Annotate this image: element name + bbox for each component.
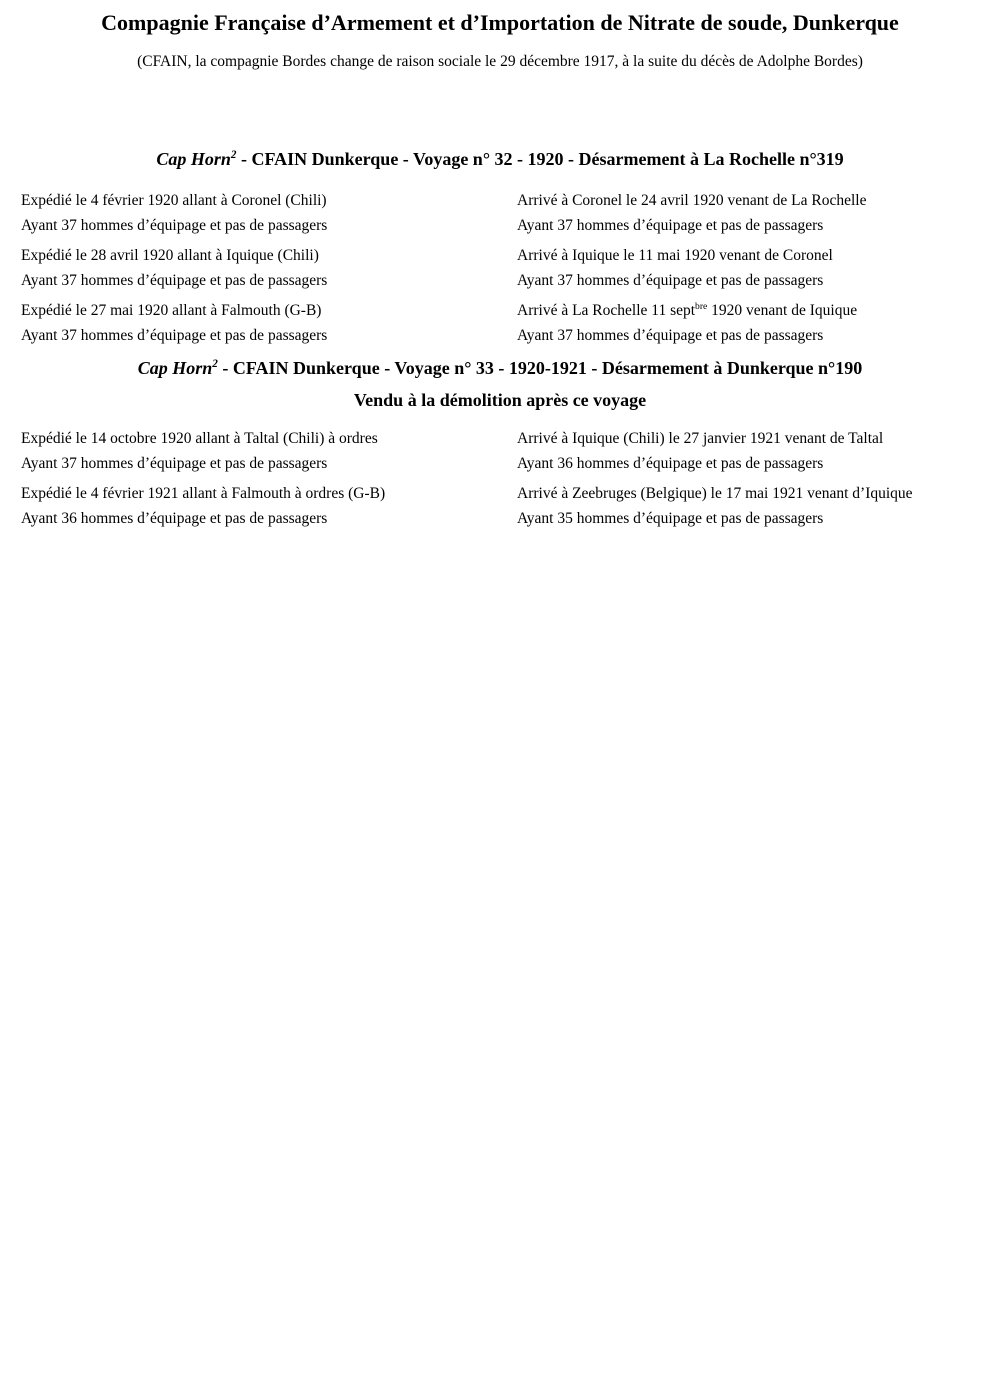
arrival-cell — [517, 188, 979, 238]
arrival-line: Ayant 37 hommes d’équipage et pas de passagers — [517, 327, 824, 344]
arrival-cell — [517, 243, 979, 293]
superscript: bre — [695, 300, 708, 312]
arrival-line: Arrivé à Iquique le 11 mai 1920 venant de Coronel — [517, 247, 833, 264]
departure-line: Expédié le 4 février 1921 allant à Falmouth à ordres (G-B) — [21, 485, 386, 502]
voyage-section — [21, 148, 979, 348]
voyage-heading-text: - CFAIN Dunkerque - Voyage n° 33 - 1920-1921 - Désarmement à Dunkerque n°190 — [222, 358, 863, 378]
departure-cell — [21, 243, 517, 293]
ship-name: Cap Horn$^2$ — [156, 149, 237, 169]
arrival-line: Arrivé à Iquique (Chili) le 27 janvier 1921 venant de Taltal — [517, 430, 884, 447]
departure-line: Ayant 36 hommes d’équipage et pas de passagers — [21, 510, 328, 527]
arrival-line: Ayant 35 hommes d’équipage et pas de passagers — [517, 510, 824, 527]
departure-cell — [21, 298, 517, 348]
arrival-cell — [517, 426, 979, 476]
voyage-legs — [21, 426, 979, 531]
departure-cell — [21, 188, 517, 238]
departure-line: Expédié le 4 février 1920 allant à Coronel (Chili) — [21, 192, 327, 209]
departure-line: Ayant 37 hommes d’équipage et pas de passagers — [21, 217, 328, 234]
voyage-heading-text: - CFAIN Dunkerque - Voyage n° 32 - 1920 - Désarmement à La Rochelle n°319 — [240, 149, 844, 169]
departure-line: Expédié le 14 octobre 1920 allant à Taltal (Chili) à ordres — [21, 430, 378, 447]
voyage-leg-row — [21, 298, 979, 348]
departure-cell — [21, 481, 517, 531]
departure-line: Ayant 37 hommes d’équipage et pas de passagers — [21, 455, 328, 472]
voyage-heading — [21, 357, 979, 379]
voyage-heading — [21, 148, 979, 170]
arrival-line: Arrivé à Zeebruges (Belgique) le 17 mai 1921 venant d’Iquique — [517, 485, 913, 502]
arrival-cell — [517, 298, 979, 348]
superscript: 2 — [212, 358, 218, 370]
voyage-leg-row — [21, 426, 979, 476]
departure-line: Expédié le 27 mai 1920 allant à Falmouth (G-B) — [21, 302, 322, 319]
arrival-cell — [517, 481, 979, 531]
ship-name: Cap Horn$^2$ — [137, 358, 218, 378]
arrival-line: Ayant 37 hommes d’équipage et pas de passagers — [517, 272, 824, 289]
voyage-legs — [21, 188, 979, 348]
departure-line: Ayant 37 hommes d’équipage et pas de passagers — [21, 272, 328, 289]
departure-line: Expédié le 28 avril 1920 allant à Iquique (Chili) — [21, 247, 319, 264]
departure-line: Ayant 37 hommes d’équipage et pas de passagers — [21, 327, 328, 344]
departure-cell — [21, 426, 517, 476]
voyage-note: Vendu à la démolition après ce voyage — [353, 390, 647, 410]
arrival-line: Arrivé à Coronel le 24 avril 1920 venant de La Rochelle — [517, 192, 867, 209]
voyage-leg-row — [21, 243, 979, 293]
arrival-line: Arrivé à La Rochelle 11 sept$^{bre}$ 1920 venant de Iquique — [517, 300, 858, 319]
voyages-container — [21, 148, 979, 531]
page-title: Compagnie Française d’Armement et d’Importation de Nitrate de soude, Dunkerque — [101, 10, 899, 35]
superscript: 2 — [230, 149, 237, 161]
arrival-line: Ayant 37 hommes d’équipage et pas de passagers — [517, 217, 824, 234]
arrival-line: Ayant 36 hommes d’équipage et pas de passagers — [517, 455, 824, 472]
voyage-leg-row — [21, 481, 979, 531]
voyage-section — [21, 357, 979, 531]
page-subtitle: (CFAIN, la compagnie Bordes change de raison sociale le 29 décembre 1917, à la suite du décès de Adolphe Bordes) — [137, 53, 863, 70]
voyage-leg-row — [21, 188, 979, 238]
